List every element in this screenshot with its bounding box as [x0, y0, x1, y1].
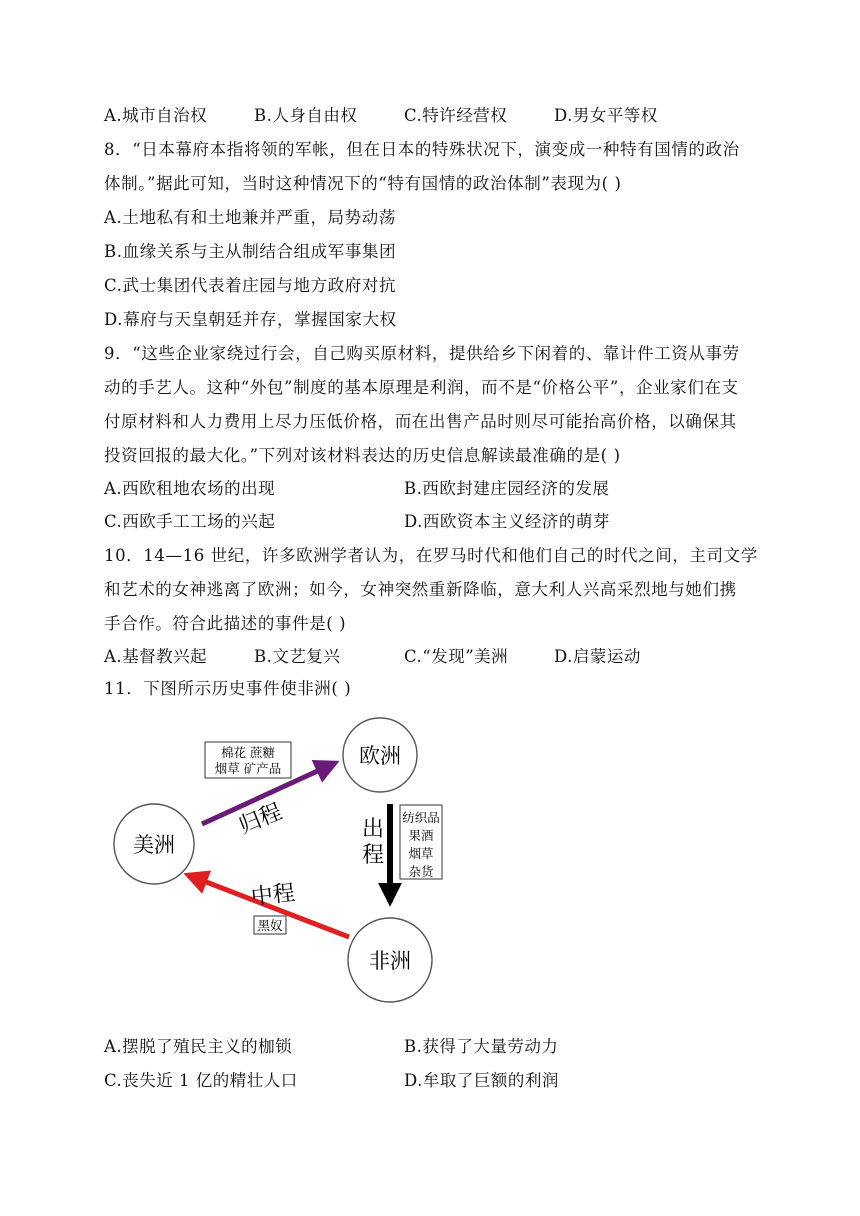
- q9-option-c: C.西欧手工工场的兴起: [104, 512, 276, 531]
- q7-option-a: A.城市自治权: [104, 106, 208, 125]
- q10-option-d: D.启蒙运动: [554, 647, 641, 666]
- q7-option-d: D.男女平等权: [554, 106, 658, 125]
- node-europe: [343, 718, 417, 792]
- q11-stem: 11．下图所示历史事件使非洲( ): [104, 679, 352, 698]
- q8-stem-line-2: 体制。”据此可知，当时这种情况下的“特有国情的政治体制”表现为( ): [104, 174, 622, 193]
- node-america: [114, 804, 194, 884]
- outbound-goods-item: 纺织品: [402, 810, 440, 825]
- q8-option-c: C.武士集团代表着庄园与地方政府对抗: [104, 276, 397, 295]
- q10-option-b: B.文艺复兴: [254, 647, 341, 666]
- q8-option-d: D.幕府与天皇朝廷并存，掌握国家大权: [104, 310, 397, 329]
- triangular-trade-diagram: [104, 706, 454, 1012]
- outbound-goods-item: 果酒: [408, 828, 434, 843]
- q9-stem-line-1: 9．“这些企业家绕过行会，自己购买原材料，提供给乡下闲着的、靠计件工资从事劳: [104, 344, 740, 363]
- q11-option-d: D.牟取了巨额的利润: [404, 1071, 559, 1090]
- q11-option-b: B.获得了大量劳动力: [404, 1037, 559, 1056]
- outbound-goods-item: 烟草: [408, 846, 434, 861]
- node-africa: [348, 918, 432, 1002]
- outbound-goods-box: [400, 805, 442, 879]
- q9-option-b: B.西欧封建庄园经济的发展: [404, 479, 610, 498]
- q11-option-c: C.丧失近 1 亿的精壮人口: [104, 1071, 298, 1090]
- q9-stem-line-2: 动的手艺人。这种“外包”制度的基本原理是利润，而不是“价格公平”，企业家们在支: [104, 378, 739, 397]
- outbound-label: [362, 817, 384, 868]
- node-africa-label: 非洲: [369, 949, 411, 973]
- node-europe-label: 欧洲: [359, 744, 401, 768]
- q8-option-a: A.土地私有和土地兼并严重，局势动荡: [104, 208, 396, 227]
- middle-leg-label: 中程: [249, 880, 297, 911]
- return-goods-box: [205, 742, 291, 778]
- q10-option-a: A.基督教兴起: [104, 647, 208, 666]
- outbound-leg-char-2: 程: [361, 843, 385, 868]
- outbound-goods-item: 杂货: [408, 864, 434, 879]
- q8-stem-line-1: 8．“日本幕府本指将领的军帐，但在日本的特殊状况下，演变成一种特有国情的政治: [104, 140, 740, 159]
- q10-stem-line-1: 10．14—16 世纪，许多欧洲学者认为，在罗马时代和他们自己的时代之间，主司文学: [104, 546, 758, 565]
- middle-goods-box: [254, 916, 286, 934]
- return-goods-line-1: 棉花 蔗糖: [221, 745, 275, 760]
- q9-option-a: A.西欧租地农场的出现: [104, 479, 276, 498]
- return-goods-line-2: 烟草 矿产品: [214, 761, 282, 776]
- return-leg-label: 归程: [235, 799, 286, 840]
- q11-option-a: A.摆脱了殖民主义的枷锁: [104, 1037, 293, 1056]
- q7-option-b: B.人身自由权: [254, 106, 358, 125]
- q10-option-c: C.“发现”美洲: [404, 647, 509, 666]
- outbound-leg-char-1: 出: [361, 817, 385, 842]
- q7-option-c: C.特许经营权: [404, 106, 508, 125]
- q10-stem-line-3: 手合作。符合此描述的事件是( ): [104, 614, 347, 633]
- q9-stem-line-3: 付原材料和人力费用上尽力压低价格，而在出售产品时则尽可能抬高价格，以确保其: [104, 412, 737, 431]
- q9-stem-line-4: 投资回报的最大化。”下列对该材料表达的历史信息解读最准确的是( ): [104, 446, 621, 465]
- q10-stem-line-2: 和艺术的女神逃离了欧洲；如今，女神突然重新降临，意大利人兴高采烈地与她们携: [104, 580, 737, 599]
- middle-goods-label: 黑奴: [257, 918, 283, 933]
- q9-option-d: D.西欧资本主义经济的萌芽: [404, 512, 610, 531]
- q8-option-b: B.血缘关系与主从制结合组成军事集团: [104, 242, 397, 261]
- node-america-label: 美洲: [133, 833, 175, 857]
